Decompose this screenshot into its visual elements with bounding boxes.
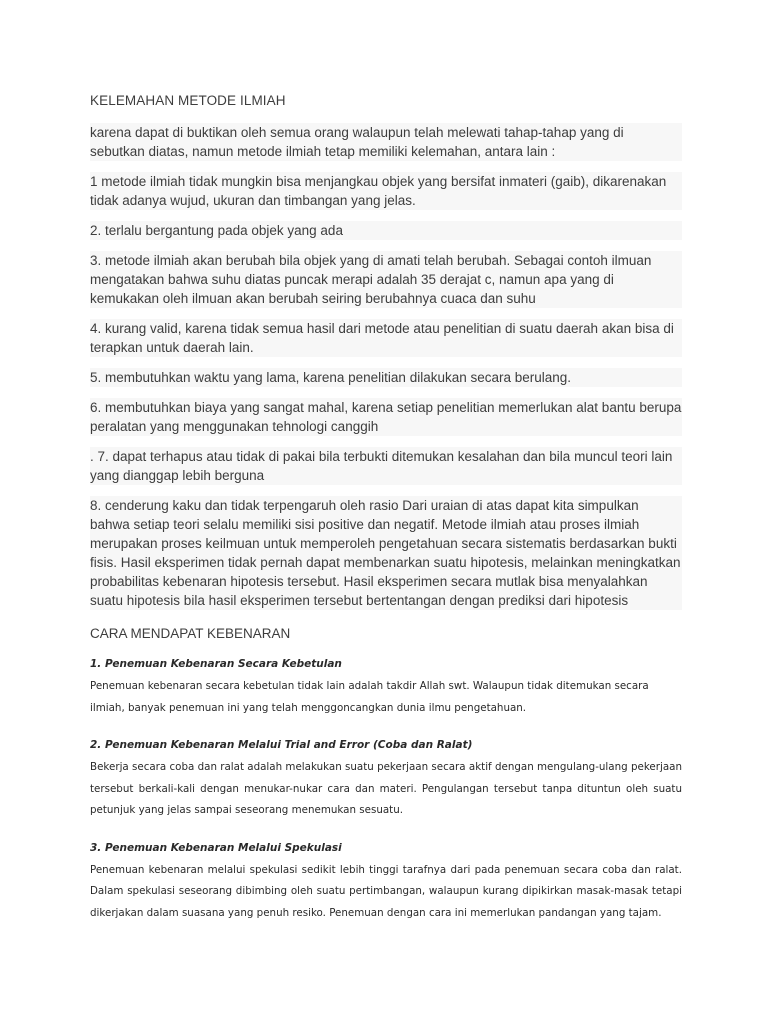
section-heading: CARA MENDAPAT KEBENARAN bbox=[90, 626, 291, 641]
section-2-title: 2. Penemuan Kebenaran Melalui Trial and Error (Coba dan Ralat) bbox=[90, 739, 473, 751]
weakness-item-3: 3. metode ilmiah akan berubah bila objek yang di amati telah berubah. Sebagai contoh ilmuan mengatakan bahwa suhu diatas puncak merapi adalah 35 derajat c, namun apa yang di kemukakan oleh ilmuan akan berubah seiring berubahnya cuaca dan suhu bbox=[90, 251, 682, 308]
document-title: KELEMAHAN METODE ILMIAH bbox=[90, 93, 286, 108]
section-3-body: Penemuan kebenaran melalui spekulasi sedikit lebih tinggi tarafnya dari pada penemuan secara coba dan ralat. Dalam spekulasi seseorang dibimbing oleh suatu pertimbangan, walaupun kurang dipikirkan masak-masak tetapi dikerjakan dalam suasana yang penuh resiko. Penemuan dengan cara ini memerlukan pandangan yang tajam. bbox=[90, 863, 682, 919]
section-2-body: Bekerja secara coba dan ralat adalah melakukan suatu pekerjaan secara aktif dengan mengulang-ulang pekerjaan tersebut berkali-kali dengan menukar-nukar cara dan materi. Pengulangan tersebut tanpa dituntun oleh suatu petunjuk yang jelas sampai seseorang menemukan sesuatu. bbox=[90, 761, 682, 816]
section-1-body: Penemuan kebenaran secara kebetulan tidak lain adalah takdir Allah swt. Walaupun tidak ditemukan secara ilmiah, banyak penemuan ini yang telah menggoncangkan dunia ilmu pengetahuan. bbox=[90, 680, 649, 714]
document-content bbox=[90, 91, 682, 941]
intro-paragraph: karena dapat di buktikan oleh semua orang walaupun telah melewati tahap-tahap yang di sebutkan diatas, namun metode ilmiah tetap memiliki kelemahan, antara lain : bbox=[90, 123, 682, 161]
weakness-item-4: 4. kurang valid, karena tidak semua hasil dari metode atau penelitian di suatu daerah akan bisa di terapkan untuk daerah lain. bbox=[90, 319, 682, 357]
weakness-item-6: 6. membutuhkan biaya yang sangat mahal, karena setiap penelitian memerlukan alat bantu berupa peralatan yang menggunakan tehnologi canggih bbox=[90, 400, 682, 434]
weakness-item-1: 1 metode ilmiah tidak mungkin bisa menjangkau objek yang bersifat inmateri (gaib), dikarenakan tidak adanya wujud, ukuran dan timbangan yang jelas. bbox=[90, 172, 682, 210]
weakness-item-8: 8. cenderung kaku dan tidak terpengaruh oleh rasio Dari uraian di atas dapat kita simpulkan bahwa setiap teori selalu memiliki sisi positive dan negatif. Metode ilmiah atau proses ilmiah merupakan proses keilmuan untuk memperoleh pengetahuan secara sistematis berdasarkan bukti fisis. Hasil eksperimen tidak pernah dapat membenarkan suatu hipotesis, melainkan meningkatkan probabilitas kebenaran hipotesis tersebut. Hasil eksperimen secara mutlak bisa menyalahkan suatu hipotesis bila hasil eksperimen tersebut bertentangan dengan prediksi dari hipotesis bbox=[90, 498, 681, 608]
weakness-item-5: 5. membutuhkan waktu yang lama, karena penelitian dilakukan secara berulang. bbox=[90, 368, 682, 387]
section-1-title: 1. Penemuan Kebenaran Secara Kebetulan bbox=[90, 658, 342, 670]
section-3-title: 3. Penemuan Kebenaran Melalui Spekulasi bbox=[90, 841, 342, 854]
weakness-item-2: 2. terlalu bergantung pada objek yang ada bbox=[90, 221, 682, 240]
weakness-item-7: . 7. dapat terhapus atau tidak di pakai bila terbukti ditemukan kesalahan dan bila muncul teori lain yang dianggap lebih berguna bbox=[90, 447, 682, 485]
